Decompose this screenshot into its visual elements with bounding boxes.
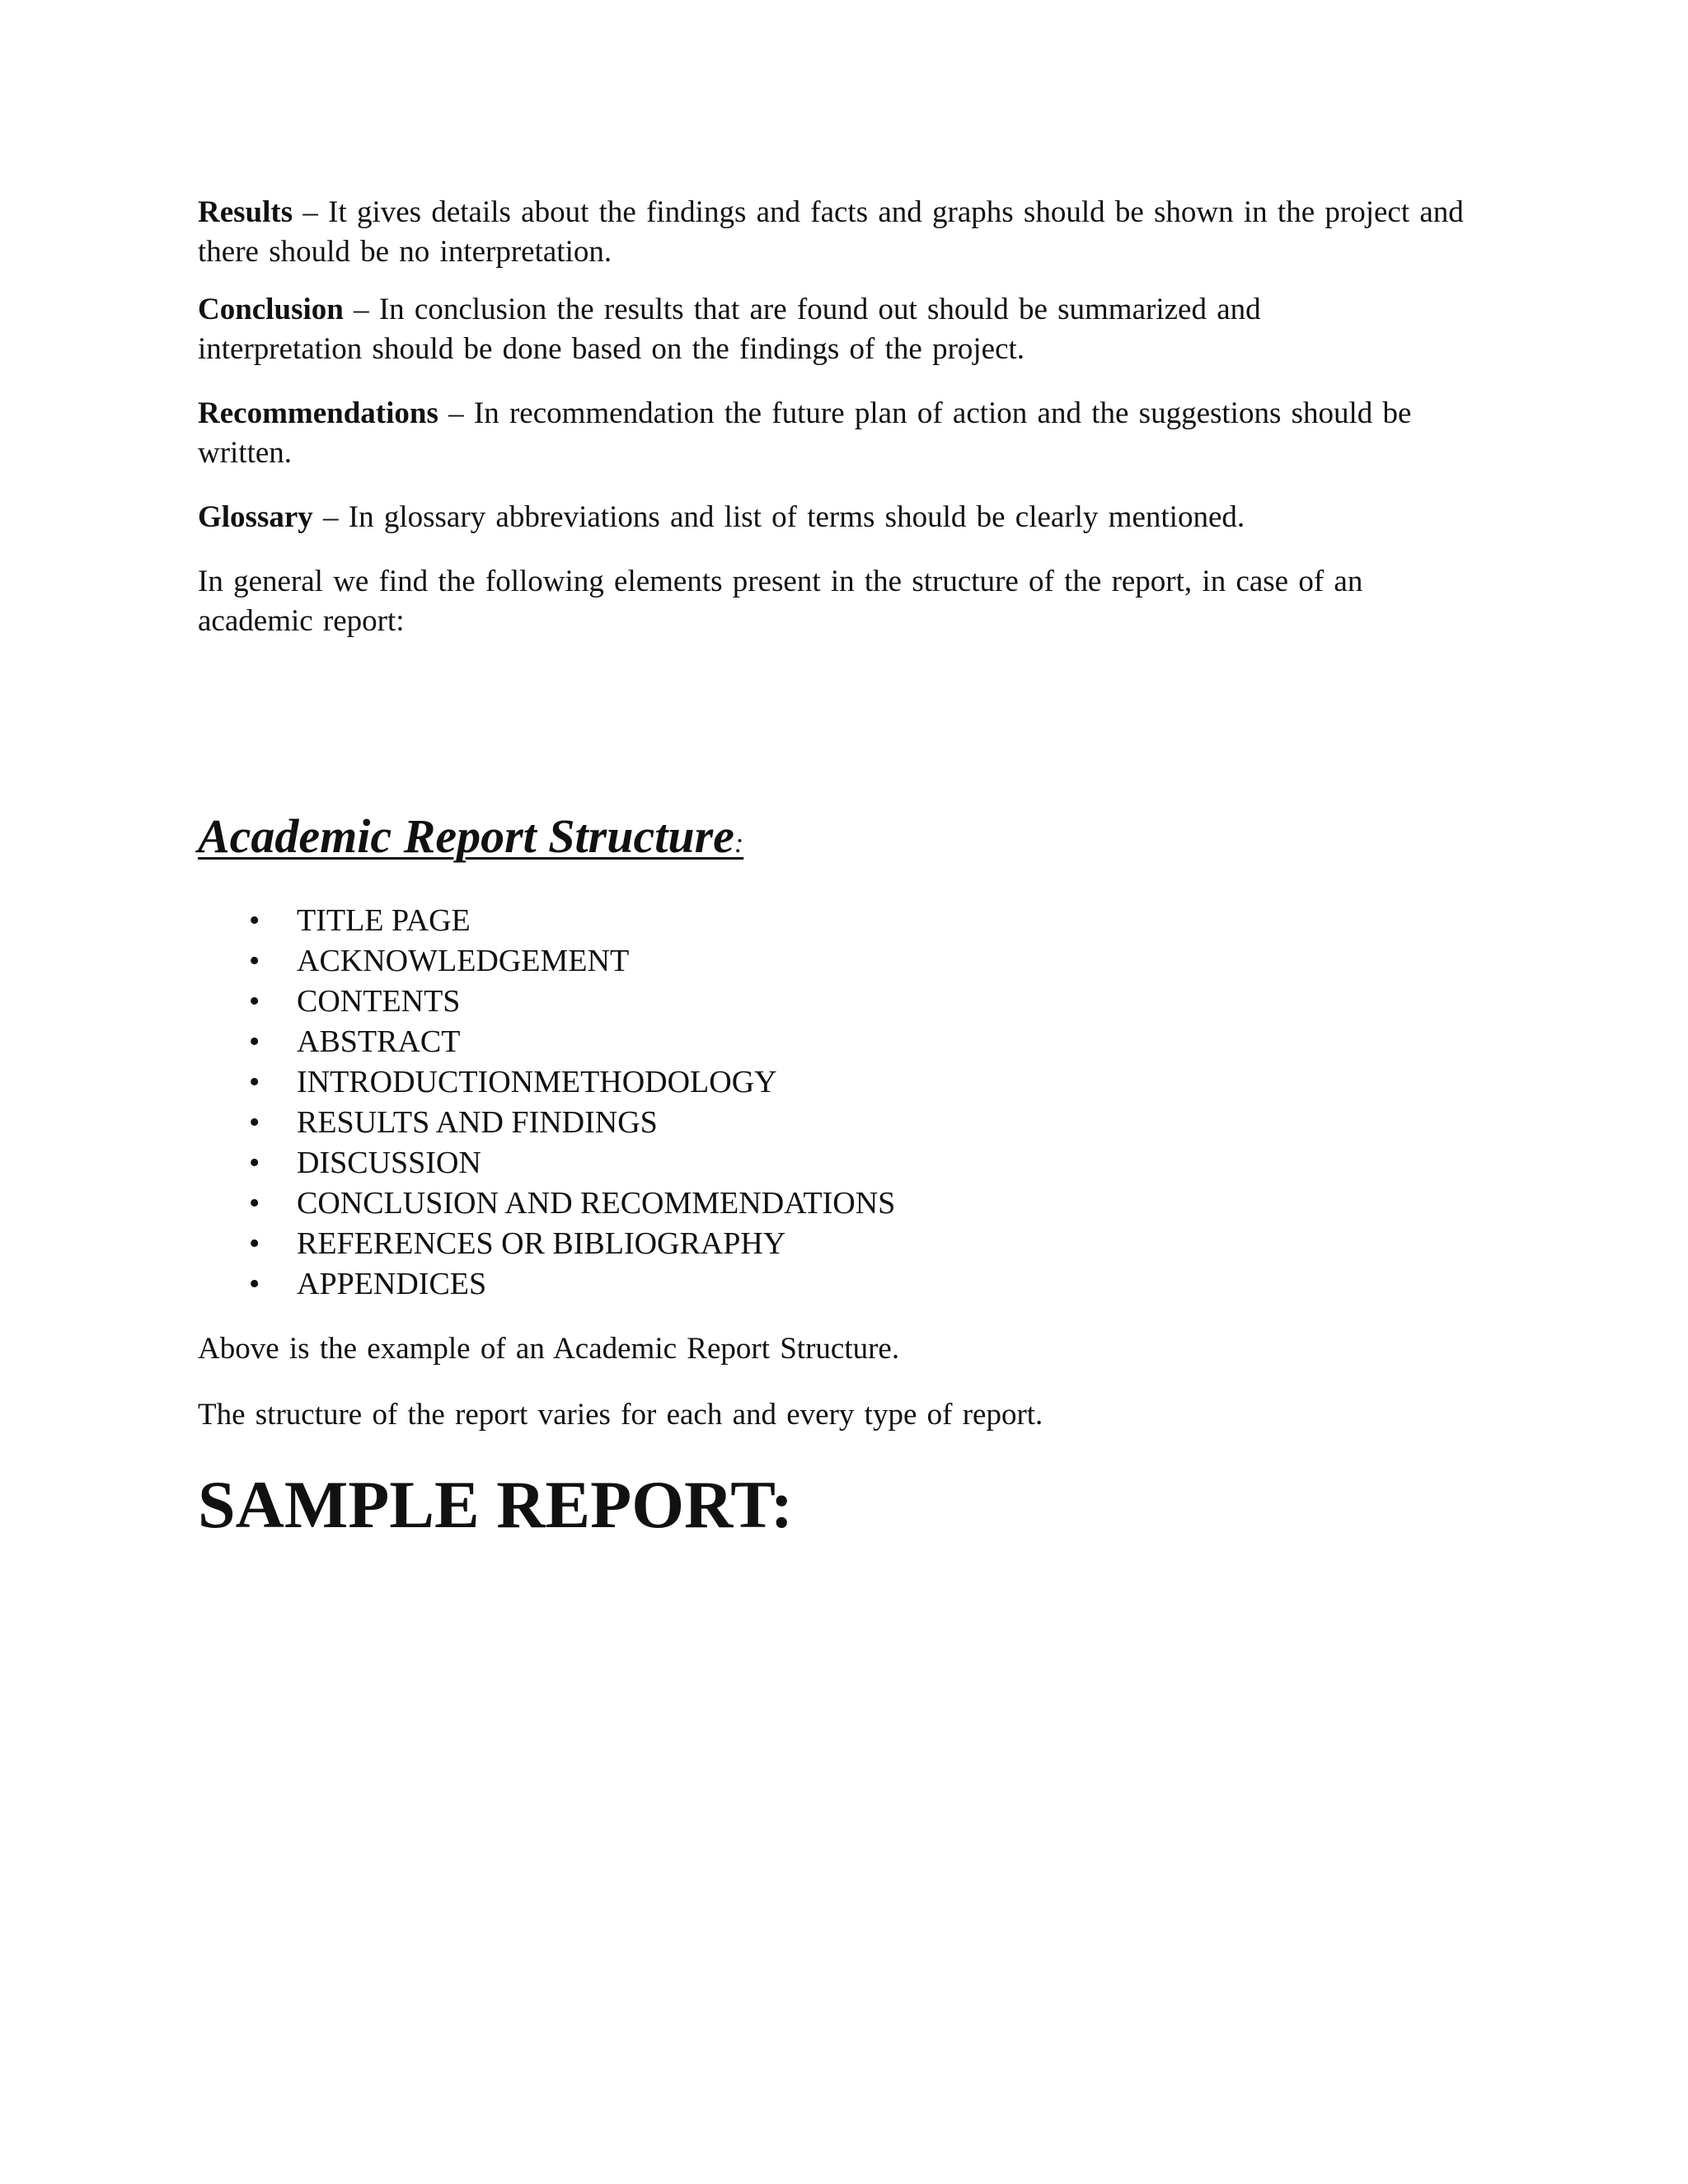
- definition-conclusion: [198, 290, 1335, 369]
- definition-recommendations: [198, 394, 1484, 473]
- term-results: Results: [198, 195, 293, 229]
- list-item-label: CONTENTS: [297, 984, 461, 1019]
- list-item-label: APPENDICES: [297, 1267, 487, 1301]
- definition-recommendations-text: – In recommendation the future plan of action and the suggestions should be written.: [198, 396, 1412, 470]
- list-item-label: RESULTS AND FINDINGS: [297, 1105, 658, 1140]
- list-item: [198, 1183, 895, 1224]
- definitions-block: [198, 193, 1484, 641]
- heading-title: Academic Report Structure: [198, 809, 734, 863]
- list-item: [198, 1062, 895, 1103]
- definition-glossary: [198, 498, 1484, 537]
- heading-colon: :: [734, 828, 744, 859]
- list-item-label: ACKNOWLEDGEMENT: [297, 944, 630, 978]
- bullet-icon: •: [249, 1065, 260, 1099]
- bullet-icon: •: [249, 1186, 260, 1221]
- list-item: [198, 901, 895, 941]
- term-glossary: Glossary: [198, 500, 313, 534]
- list-item: [198, 1143, 895, 1183]
- list-item-label: CONCLUSION AND RECOMMENDATIONS: [297, 1186, 896, 1221]
- list-item-label: TITLE PAGE: [297, 903, 471, 938]
- list-item-label: DISCUSSION: [297, 1146, 481, 1180]
- term-recommendations: Recommendations: [198, 396, 438, 430]
- list-item-label: REFERENCES OR BIBLIOGRAPHY: [297, 1226, 786, 1261]
- bullet-icon: •: [249, 1267, 260, 1301]
- list-item: [198, 1103, 895, 1143]
- list-item: [198, 941, 895, 982]
- list-item: [198, 982, 895, 1022]
- list-item-label: ABSTRACT: [297, 1024, 461, 1059]
- list-item: [198, 1264, 895, 1305]
- list-item: [198, 1022, 895, 1062]
- list-item: [198, 1224, 895, 1264]
- example-caption: Above is the example of an Academic Report Structure.: [198, 1332, 900, 1366]
- bullet-icon: •: [249, 1024, 260, 1059]
- bullet-icon: •: [249, 944, 260, 978]
- definition-glossary-text: – In glossary abbreviations and list of terms should be clearly mentioned.: [312, 500, 1245, 534]
- definition-conclusion-text: – In conclusion the results that are found out should be summarized and interpretation should be done based on the findings of the project.: [198, 293, 1261, 366]
- general-paragraph: In general we find the following elements present in the structure of the report, in case of an academic report:: [198, 565, 1363, 638]
- structure-note: The structure of the report varies for each and every type of report.: [198, 1398, 1043, 1432]
- academic-report-structure-heading: [198, 808, 743, 873]
- bullet-icon: •: [249, 1105, 260, 1140]
- definition-results-text: – It gives details about the findings and facts and graphs should be shown in the project and there should be no interpretation.: [198, 195, 1464, 269]
- sample-report-heading: SAMPLE REPORT:: [198, 1467, 794, 1542]
- bullet-icon: •: [249, 1226, 260, 1261]
- structure-list: [198, 901, 895, 1305]
- bullet-icon: •: [249, 903, 260, 938]
- definition-results: [198, 193, 1467, 272]
- bullet-icon: •: [249, 984, 260, 1019]
- list-item-label: INTRODUCTIONMETHODOLOGY: [297, 1065, 777, 1099]
- bullet-icon: •: [249, 1146, 260, 1180]
- term-conclusion: Conclusion: [198, 293, 344, 326]
